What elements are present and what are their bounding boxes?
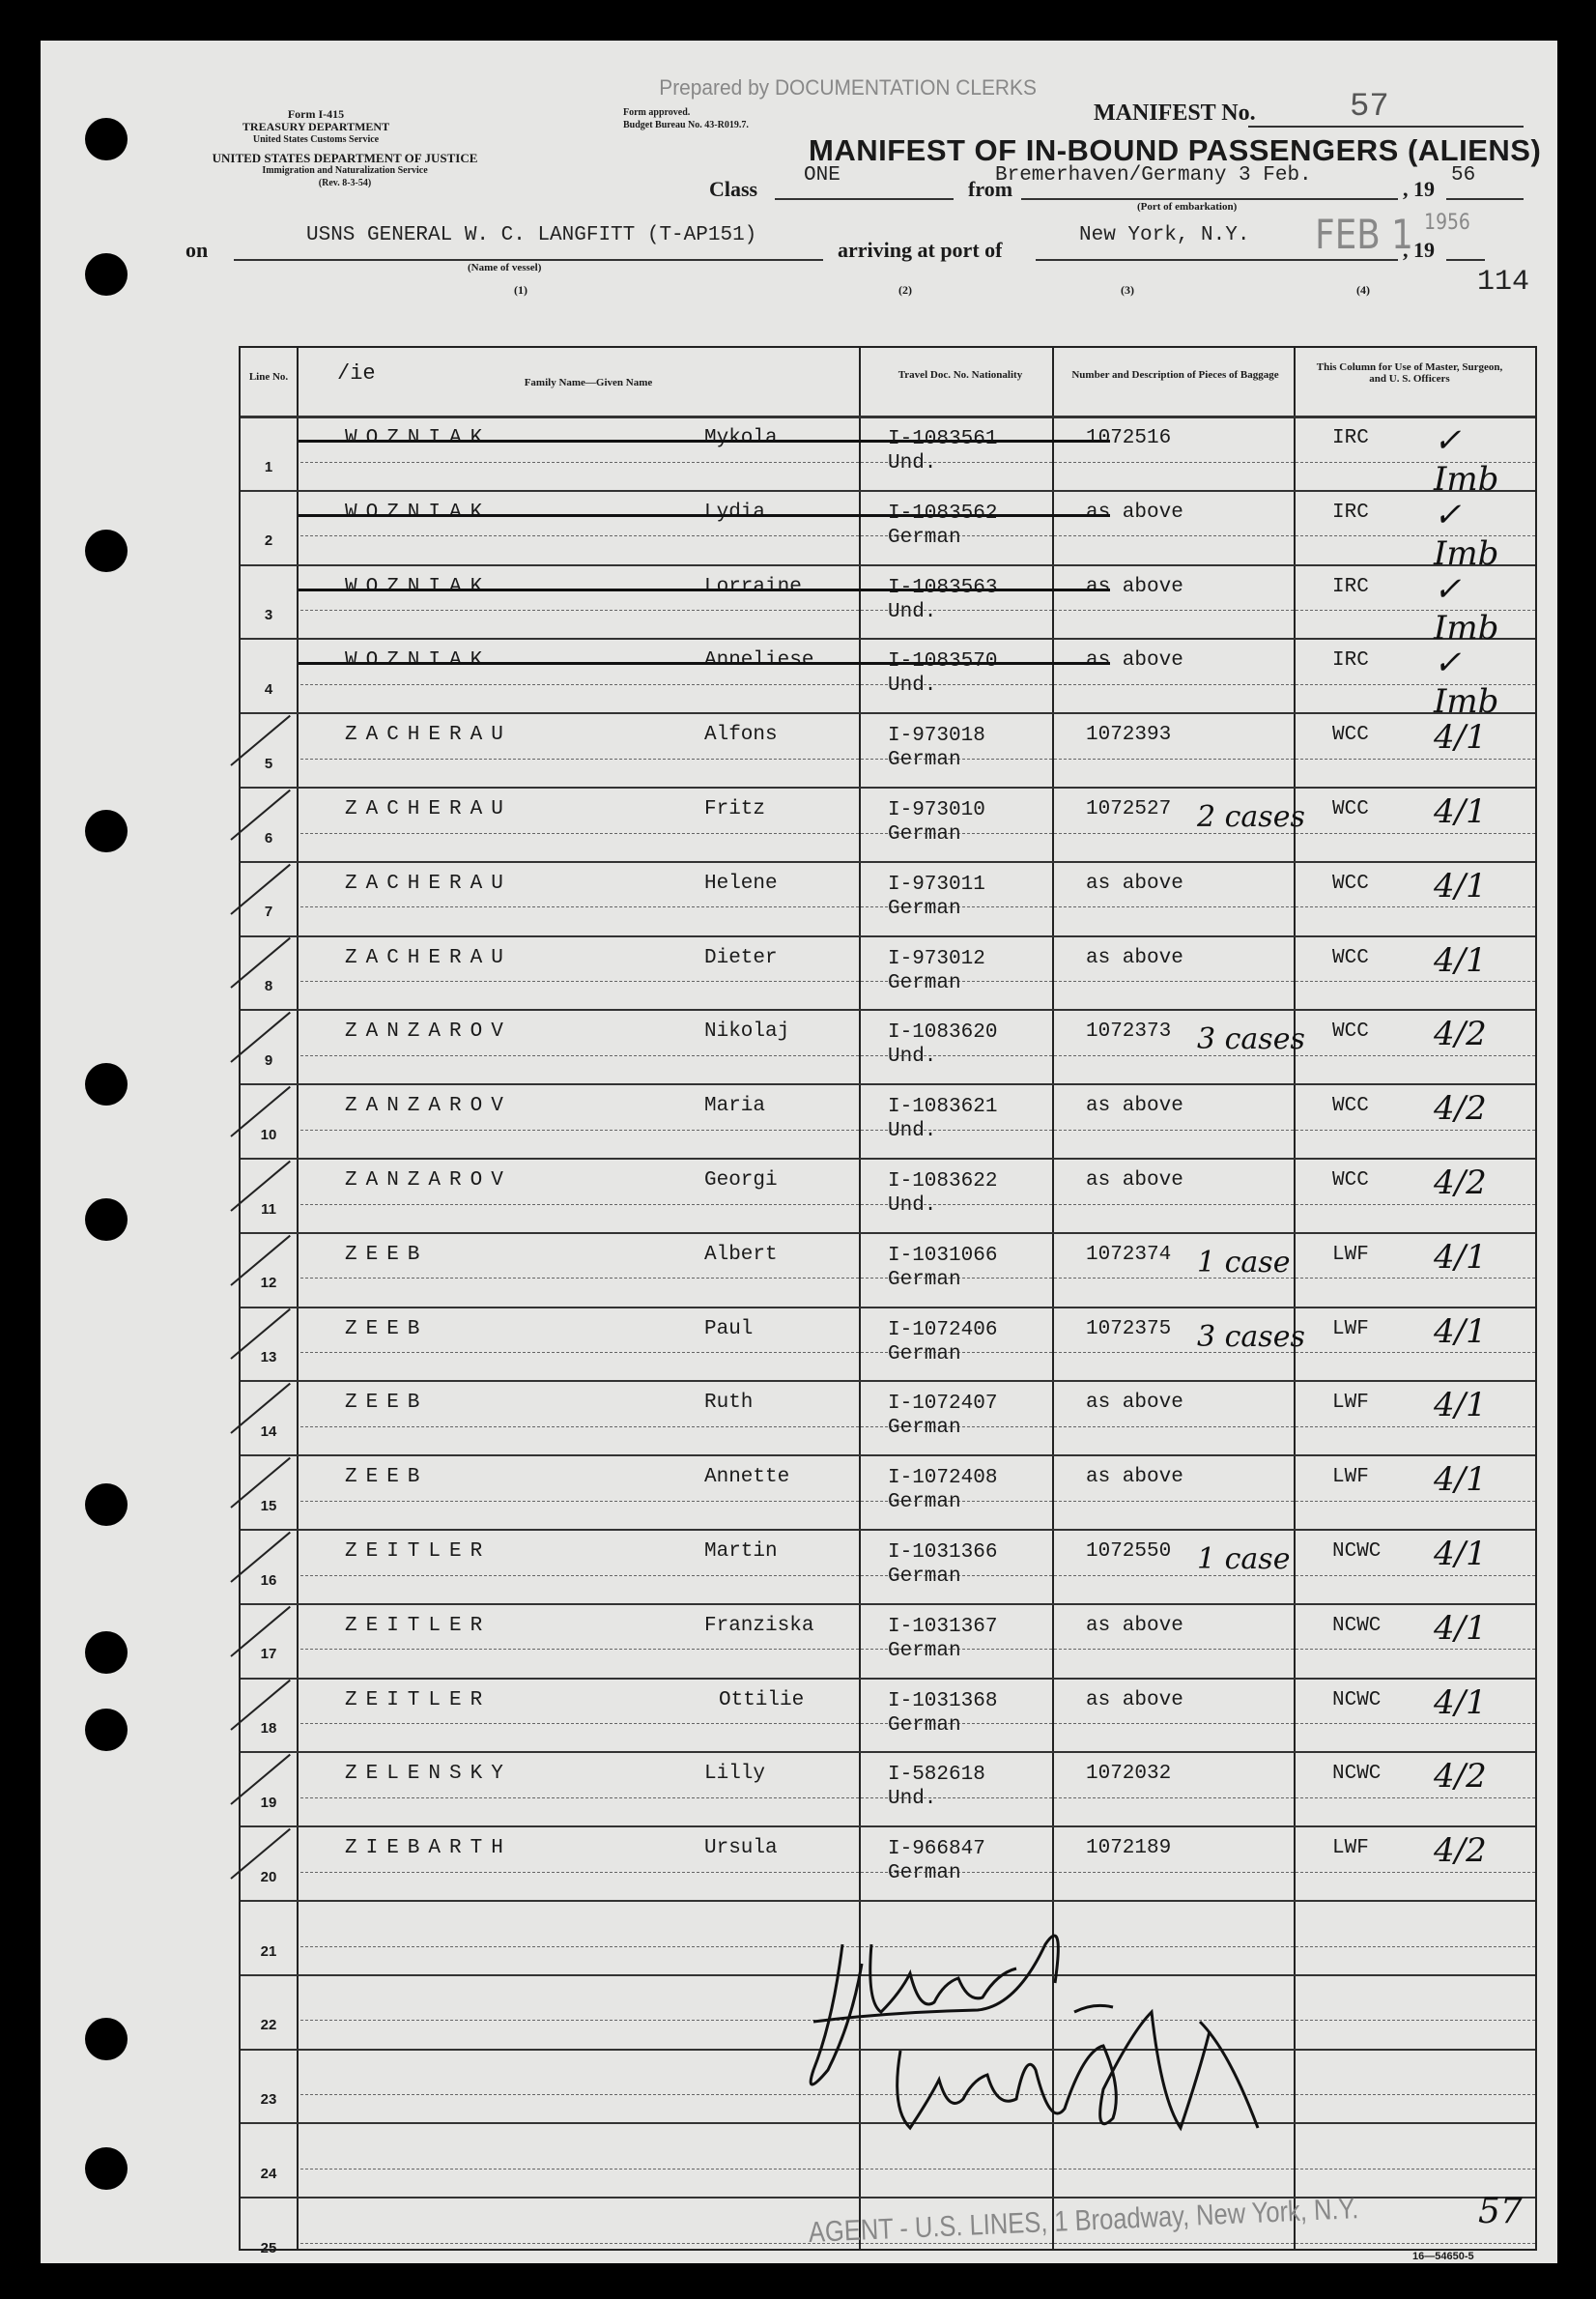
check-stroke [230,1754,291,1805]
table-row [241,1380,1535,1454]
given-name: Georgi [704,1169,778,1192]
manifest-no-line [1248,126,1524,128]
officer-mark: 4/1 [1434,1311,1487,1351]
nationality: Und. [888,675,937,698]
line-number: 5 [264,755,273,772]
line-number: 2 [264,532,273,550]
travel-doc-number: I-973010 [888,799,985,821]
check-stroke [230,1308,291,1360]
check-stroke [230,1383,291,1434]
travel-doc-number: I-1031368 [888,1689,998,1712]
ins-service: Immigration and Naturalization Service [262,165,428,176]
baggage-note: 1 case [1197,1542,1291,1576]
baggage-description: as above [1086,1466,1183,1489]
travel-doc-number: I-1083563 [888,576,998,599]
table-row [241,935,1535,1010]
family-name: ZEEB [345,1243,429,1266]
agency-code: WCC [1332,1020,1369,1044]
justice-dept: UNITED STATES DEPARTMENT OF JUSTICE [212,151,478,165]
prepared-by-stamp: Prepared by DOCUMENTATION CLERKS [659,75,1037,100]
form-header-left [176,108,456,146]
family-name: ZACHERAU [345,872,512,895]
family-name: ZEITLER [345,1614,492,1637]
line-number: 23 [260,2091,277,2109]
table-row [241,1454,1535,1529]
baggage-note: 3 cases [1197,1319,1305,1354]
agency-code: NCWC [1332,1540,1382,1563]
check-stroke [230,715,291,766]
strikethrough [299,662,1110,665]
strikethrough [299,514,1110,517]
baggage-description: as above [1086,575,1183,598]
agency-code: WCC [1332,724,1369,747]
given-name: Ursula [704,1837,778,1860]
approval-block [623,106,749,131]
baggage-description: as above [1086,649,1183,673]
nationality: German [888,823,961,846]
baggage-description: as above [1086,946,1183,969]
check-stroke [230,1457,291,1509]
baggage-description: 1072393 [1086,724,1172,747]
line-number: 25 [260,2239,277,2256]
header-line-no: Line No. [248,371,289,383]
agency-code: NCWC [1332,1688,1382,1711]
table-row [241,712,1535,787]
family-name: WOZNIAK [345,575,492,598]
strikethrough [299,589,1110,591]
table-row [241,416,1535,499]
page-count: 114 [1477,266,1530,299]
baggage-note: 2 cases [1197,800,1305,834]
line-number: 24 [260,2165,277,2182]
family-name: WOZNIAK [345,427,492,449]
officer-mark: 4/1 [1434,718,1487,758]
vessel-line [234,259,823,261]
given-name: Helene [704,872,778,895]
given-name: Fritz [704,798,766,820]
nationality: German [888,1491,961,1514]
nationality: Und. [888,1194,937,1217]
class-label: Class [709,177,758,201]
arriving-label: arriving at port of [838,238,1003,262]
baggage-description: as above [1086,1614,1183,1637]
table-row [241,1307,1535,1381]
officer-mark: 4/1 [1434,1608,1487,1648]
handwritten-page-number: 57 [1478,2192,1523,2231]
from-label: from [968,177,1013,201]
form-code: 16—54650-5 [1412,2251,1474,2262]
baggage-note: 1 case [1197,1245,1291,1279]
baggage-description: as above [1086,1392,1183,1415]
nationality: Und. [888,1788,937,1811]
given-name: Ruth [704,1392,754,1415]
line-number: 11 [261,1200,276,1218]
agency-code: NCWC [1332,1614,1382,1637]
family-name: WOZNIAK [345,501,492,524]
col-num-3: (3) [1121,283,1134,297]
check-stroke [230,1828,291,1880]
col-num-2: (2) [898,283,912,297]
travel-doc-number: I-1083570 [888,650,998,674]
travel-doc-number: I-1083620 [888,1021,998,1045]
check-stroke [230,790,291,841]
baggage-description: as above [1086,1688,1183,1711]
travel-doc-number: I-1072408 [888,1467,998,1490]
travel-doc-number: I-966847 [888,1838,985,1861]
given-name: Mykola [704,427,778,449]
agency-code: LWF [1332,1392,1369,1415]
embarkation-value: Bremerhaven/Germany 3 Feb. [995,164,1312,187]
travel-doc-number: I-1031366 [888,1541,998,1564]
year2-prefix: , 19 [1403,238,1435,262]
officer-mark: 4/1 [1434,1460,1487,1500]
port-embarkation-label: (Port of embarkation) [1137,201,1238,213]
year-prefix: , 19 [1403,177,1435,201]
baggage-description: 1072516 [1086,427,1172,449]
binder-hole [85,118,128,160]
given-name: Maria [704,1095,766,1118]
line-number: 14 [260,1423,277,1440]
given-name: Anneliese [704,649,814,673]
agency-code: WCC [1332,1095,1369,1118]
line-number: 1 [264,458,273,475]
given-name: Dieter [704,946,778,969]
line-number: 16 [260,1571,277,1589]
given-name: Paul [704,1317,754,1340]
nationality: Und. [888,600,937,623]
family-name: ZEEB [345,1466,429,1489]
check-stroke [230,1532,291,1583]
family-name: ZEEB [345,1317,429,1340]
vessel-name: USNS GENERAL W. C. LANGFITT (T-AP151) [306,224,757,246]
year2-line [1446,259,1485,261]
baggage-description: 1072550 [1086,1540,1172,1563]
on-label: on [185,238,209,262]
agency-code: IRC [1332,575,1369,598]
check-stroke [230,863,291,914]
given-name: Lorraine [704,575,802,598]
officer-mark: ✓ Imb [1434,644,1499,722]
line-number: 8 [264,978,273,995]
binder-hole [85,2147,128,2190]
family-name: ZACHERAU [345,724,512,747]
name-col-note: /ie [337,361,376,386]
class-value: ONE [804,164,841,187]
line-number: 19 [260,1794,277,1811]
nationality: Und. [888,452,937,474]
customs-service: United States Customs Service [252,134,380,145]
travel-doc-number: I-973011 [888,873,985,896]
binder-hole [85,253,128,296]
manifest-no-value: 57 [1350,89,1389,126]
baggage-description: 1072032 [1086,1763,1172,1786]
agency-code: IRC [1332,501,1369,524]
line-number: 18 [260,1720,277,1738]
table-row [241,1232,1535,1307]
nationality: German [888,1862,961,1885]
officer-mark: ✓ Imb [1434,569,1499,647]
form-number: Form I-415 [287,107,345,121]
travel-doc-number: I-973018 [888,725,985,748]
nationality: German [888,749,961,772]
officer-mark: ✓ Imb [1434,421,1499,499]
stamp-date: FEB 1 [1315,211,1413,258]
agency-code: LWF [1332,1317,1369,1340]
binder-hole [85,810,128,852]
baggage-description: as above [1086,1169,1183,1192]
agency-code: WCC [1332,946,1369,969]
table-row [241,1158,1535,1232]
agency-code: LWF [1332,1837,1369,1860]
stamp-year: 1956 [1424,211,1470,235]
line-number: 6 [264,829,273,847]
line-number: 22 [260,2017,277,2034]
nationality: German [888,526,961,549]
family-name: ZACHERAU [345,946,512,969]
nationality: German [888,897,961,920]
vessel-label: (Name of vessel) [468,262,542,273]
given-name: Annette [704,1466,790,1489]
baggage-description: 1072373 [1086,1020,1172,1044]
table-row [241,1529,1535,1603]
agency-code: WCC [1332,1169,1369,1192]
treasury-dept: TREASURY DEPARTMENT [242,120,390,133]
officer-mark: 4/1 [1434,866,1487,905]
line-number: 20 [260,1868,277,1885]
baggage-description: as above [1086,872,1183,895]
given-name: Ottilie [719,1688,805,1711]
given-name: Franziska [704,1614,814,1637]
travel-doc-number: I-1072406 [888,1318,998,1341]
table-row [241,1603,1535,1678]
check-stroke [230,1234,291,1285]
agent-stamp: AGENT - U.S. LINES, 1 Broadway, New York, N.Y. [808,2193,1359,2249]
binder-hole [85,1063,128,1106]
header-family-name: Family Name—Given Name [524,377,653,388]
binder-hole [85,530,128,572]
line-number: 3 [264,607,273,624]
check-stroke [230,937,291,989]
rev-date: (Rev. 8-3-54) [318,178,372,188]
table-row [241,1751,1535,1825]
baggage-description: 1072374 [1086,1243,1172,1266]
nationality: German [888,1639,961,1662]
officer-mark: 4/1 [1434,1682,1487,1722]
nationality: German [888,1417,961,1440]
family-name: ZEITLER [345,1540,492,1563]
line-number: 10 [260,1126,277,1143]
travel-doc-number: I-582618 [888,1764,985,1787]
officer-mark: 4/2 [1434,1164,1487,1202]
family-name: ZANZAROV [345,1169,512,1192]
line-number: 4 [264,680,273,698]
binder-hole [85,1198,128,1241]
check-stroke [230,1605,291,1656]
table-row [241,1825,1535,1900]
check-stroke [230,1161,291,1212]
line-number: 12 [260,1275,277,1292]
line-number: 15 [260,1497,277,1514]
family-name: ZANZAROV [345,1095,512,1118]
family-name: ZEEB [345,1392,429,1415]
given-name: Nikolaj [704,1020,790,1044]
agency-code: NCWC [1332,1763,1382,1786]
from-line [1021,198,1398,200]
col-num-4: (4) [1356,283,1370,297]
line-number: 13 [260,1349,277,1366]
table-row [241,638,1535,722]
travel-doc-number: I-1083562 [888,502,998,525]
manifest-sheet [41,41,1557,2263]
header-baggage: Number and Description of Pieces of Baggage [1071,369,1279,381]
family-name: ZANZAROV [345,1020,512,1044]
agency-code: LWF [1332,1243,1369,1266]
table-row [241,1678,1535,1752]
baggage-note: 3 cases [1197,1022,1305,1057]
date-stamp [1315,211,1470,258]
row-separator [241,1900,1535,1902]
form-approved: Form approved. [623,107,691,118]
given-name: Martin [704,1540,778,1563]
table-row [241,861,1535,935]
nationality: German [888,1566,961,1588]
officer-mark: ✓ Imb [1434,495,1499,573]
officer-signature [775,1906,1335,2186]
agency-code: WCC [1332,872,1369,895]
agency-code: LWF [1332,1466,1369,1489]
baggage-description: as above [1086,1095,1183,1118]
given-name: Alfons [704,724,778,747]
officer-mark: 4/2 [1434,1757,1487,1796]
officer-mark: 4/1 [1434,1386,1487,1425]
officer-mark: 4/1 [1434,940,1487,980]
arrival-port: New York, N.Y. [1079,224,1250,246]
strikethrough [299,440,1110,443]
line-number: 21 [260,1942,277,1960]
table-row [241,1009,1535,1083]
binder-hole [85,1709,128,1751]
baggage-description: 1072375 [1086,1317,1172,1340]
year-value: 56 [1451,164,1476,187]
officer-mark: 4/1 [1434,1237,1487,1277]
travel-doc-number: I-1031367 [888,1615,998,1638]
given-name: Lydia [704,501,766,524]
port-line [1036,259,1398,261]
check-stroke [230,1012,291,1063]
travel-doc-number: I-973012 [888,947,985,970]
agency-code: IRC [1332,427,1369,449]
travel-doc-number: I-1031066 [888,1244,998,1267]
officer-mark: 4/1 [1434,792,1487,831]
travel-doc-number: I-1072407 [888,1393,998,1416]
binder-hole [85,1483,128,1526]
baggage-description: 1072189 [1086,1837,1172,1860]
nationality: German [888,1342,961,1365]
baggage-description: 1072527 [1086,798,1172,820]
manifest-no-label: MANIFEST No. [1094,101,1256,126]
family-name: ZEITLER [345,1688,492,1711]
table-row [241,787,1535,861]
agency-code: IRC [1332,649,1369,673]
table-row [241,564,1535,647]
line-number: 7 [264,904,273,921]
nationality: German [888,1268,961,1291]
check-stroke [230,1086,291,1137]
agency-code: WCC [1332,798,1369,820]
given-name: Lilly [704,1763,766,1786]
header-officers: This Column for Use of Master, Surgeon, and U. S. Officers [1316,361,1503,385]
officer-mark: 4/1 [1434,1535,1487,1573]
header-travel-doc: Travel Doc. No. Nationality [898,369,1023,381]
justice-header [161,152,528,189]
officer-mark: 4/2 [1434,1089,1487,1129]
class-line [775,198,954,200]
family-name: ZELENSKY [345,1763,512,1786]
nationality: German [888,971,961,994]
check-stroke [230,1680,291,1731]
nationality: Und. [888,1120,937,1143]
officer-mark: 4/2 [1434,1015,1487,1054]
travel-doc-number: I-1083621 [888,1096,998,1119]
col-num-1: (1) [514,283,527,297]
nationality: German [888,1713,961,1737]
officer-mark: 4/2 [1434,1831,1487,1871]
travel-doc-number: I-1083622 [888,1170,998,1193]
table-row [241,1083,1535,1158]
binder-hole [85,1631,128,1674]
year-line [1446,198,1524,200]
binder-hole [85,2018,128,2060]
family-name: ZACHERAU [345,798,512,820]
family-name: WOZNIAK [345,649,492,673]
line-number: 17 [260,1646,277,1663]
table-row [241,490,1535,573]
given-name: Albert [704,1243,778,1266]
family-name: ZIEBARTH [345,1837,512,1860]
line-number: 9 [264,1051,273,1069]
manifest-title: MANIFEST OF IN-BOUND PASSENGERS (ALIENS) [809,133,1542,167]
nationality: Und. [888,1046,937,1069]
baggage-description: as above [1086,501,1183,524]
budget-bureau: Budget Bureau No. 43-R019.7. [623,120,749,130]
travel-doc-number: I-1083561 [888,428,998,450]
